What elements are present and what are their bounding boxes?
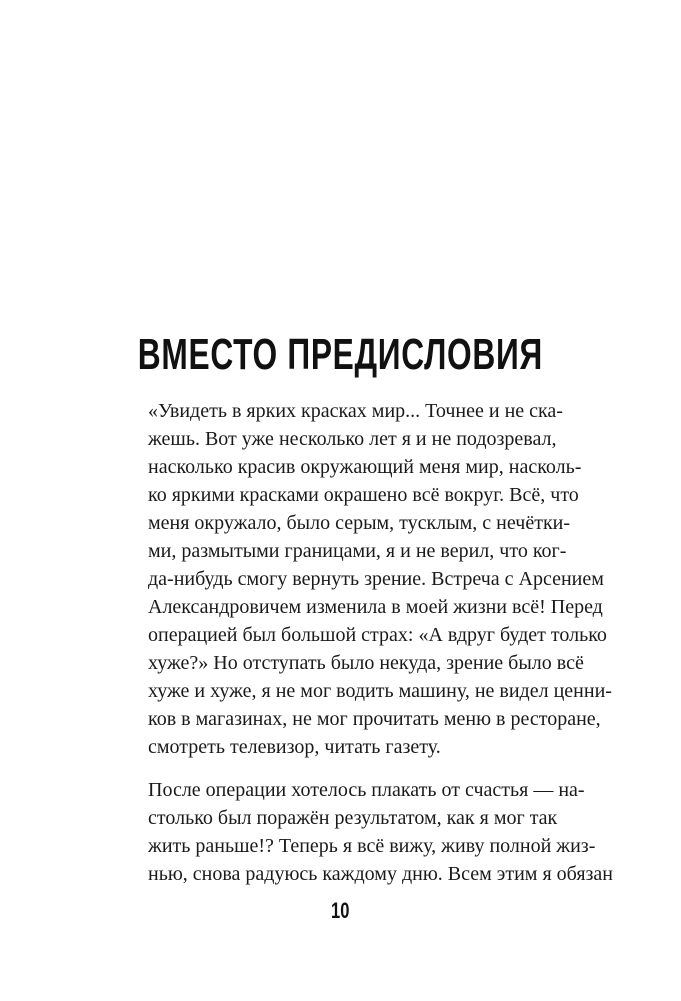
- paragraph-1: [148, 397, 612, 761]
- text-line: хуже?» Но отступать было некуда, зрение было всё: [148, 652, 584, 674]
- text-line: смотреть телевизор, читать газету.: [148, 736, 441, 758]
- page-number: [0, 898, 681, 924]
- text-line: ко яркими красками окрашено всё вокруг. Всё, что: [148, 484, 579, 506]
- text-line: да-нибудь смогу вернуть зрение. Встреча с Арсением: [148, 568, 604, 590]
- page-number-text: 10: [331, 898, 350, 923]
- paragraph-2: [148, 776, 614, 888]
- text-line: Александровичем изменила в моей жизни всё! Перед: [148, 596, 603, 618]
- text-line: столько был поражён результатом, как я мог так: [148, 807, 558, 829]
- text-line: жешь. Вот уже несколько лет я и не подозревал,: [148, 428, 557, 450]
- text-line: ков в магазинах, не мог прочитать меню в ресторане,: [148, 708, 601, 730]
- text-line: ми, размытыми границами, я и не верил, что ког-: [148, 540, 567, 562]
- text-line: операцией был большой страх: «А вдруг будет только: [148, 624, 607, 646]
- text-line: меня окружало, было серым, тусклым, с нечётки-: [148, 512, 571, 534]
- text-line: хуже и хуже, я не мог водить машину, не видел ценни-: [148, 680, 612, 702]
- text-line: нью, снова радуюсь каждому дню. Всем этим я обязан: [148, 863, 614, 885]
- chapter-title: [0, 330, 681, 380]
- text-line: жить раньше!? Теперь я всё вижу, живу полной жиз-: [148, 835, 596, 857]
- chapter-title-text: ВМЕСТО ПРЕДИСЛОВИЯ: [137, 330, 544, 379]
- text-line: «Увидеть в ярких красках мир... Точнее и не ска-: [148, 400, 563, 422]
- text-line: После операции хотелось плакать от счастья — на-: [148, 779, 585, 801]
- text-line: насколько красив окружающий меня мир, насколь-: [148, 456, 582, 478]
